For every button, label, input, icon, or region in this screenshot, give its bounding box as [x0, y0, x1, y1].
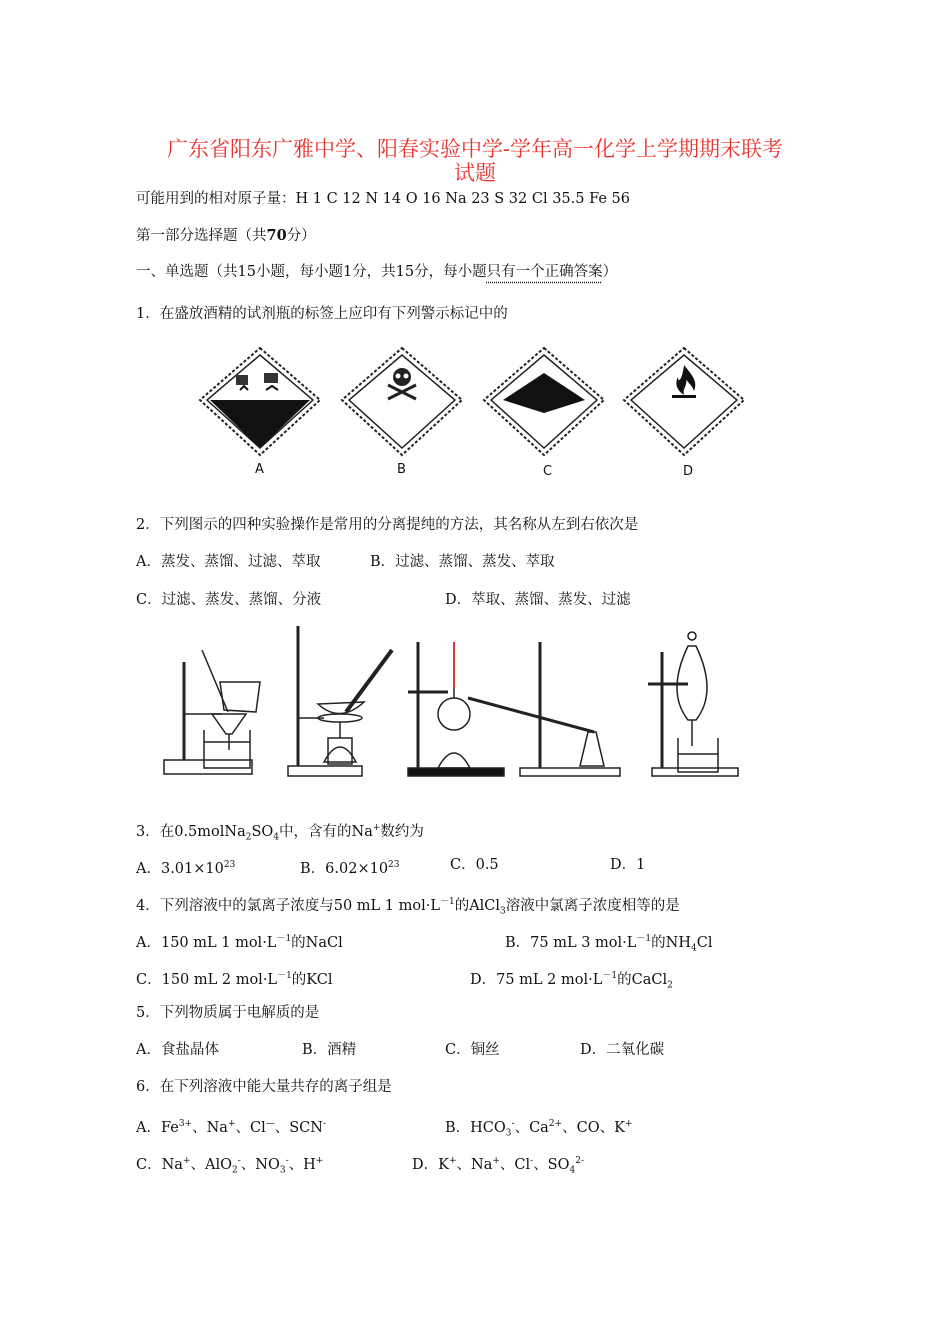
q4-option-a: A．150 mL 1 $mol\cdot L^{-1}$的NaCl [136, 934, 343, 951]
q5-option-a: A．食盐晶体 [136, 1042, 219, 1058]
q5-option-d: D．二氧化碳 [580, 1042, 665, 1058]
question-2-stem: 2．下列图示的四种实验操作是常用的分离提纯的方法，其名称从左到右依次是 [136, 517, 639, 533]
option-label-b: B [397, 462, 406, 477]
section1-heading: 一、单选题（共15小题，每小题1分，共15分，每小题只有一个正确答案） [136, 264, 618, 280]
option-label-a: A [255, 462, 264, 477]
q6-option-a: A．$Fe^{3+}$、Na+、Cl—、SCN- [136, 1119, 326, 1136]
q5-option-b: B．酒精 [302, 1042, 357, 1058]
q6-option-d: D．K+、Na+、Cl-、$SO_4^{2-}$ [412, 1156, 585, 1176]
question-1-stem: 1．在盛放酒精的试剂瓶的标签上应印有下列警示标记中的 [136, 306, 508, 322]
q6-option-b: B．$HCO_3^-$、$Ca^{2+}$、CO、K+ [445, 1119, 633, 1139]
atomic-masses: 可能用到的相对原子量：H 1 C 12 N 14 O 16 Na 23 S 32 Cl 35.5 Fe 56 [136, 191, 631, 207]
evaporation-apparatus-icon [288, 626, 392, 776]
question-4-stem: 4．下列溶液中的氯离子浓度与50 mL 1 $mol\cdot L^{-1}$的AlCl$_3$溶液中氯离子浓度相等的是 [136, 897, 680, 917]
corrosive-sign-icon [200, 348, 320, 455]
q3-option-d: D．1 [610, 857, 646, 873]
q6-option-c: C．Na+、AlO$_2$-、$NO_3^-$、H+ [136, 1156, 324, 1176]
separatory-funnel-icon [648, 632, 738, 776]
part1-heading: 第一部分选择题（共70分） [136, 227, 316, 244]
question-3-stem: 3．在$0.5molNa_2SO_4$中，含有的Na+数约为 [136, 823, 424, 843]
question-5-stem: 5．下列物质属于电解质的是 [136, 1005, 320, 1021]
q2-option-c: C．过滤、蒸发、蒸馏、分液 [136, 592, 322, 608]
option-label-c: C [543, 464, 553, 479]
question-6-stem: 6．在下列溶液中能大量共存的离子组是 [136, 1079, 392, 1095]
q3-option-b: B．$6.02\times 10^{23}$ [300, 860, 400, 877]
q2-option-a: A．蒸发、蒸馏、过滤、萃取 [136, 554, 321, 570]
page-title-continued: 试题 [454, 161, 496, 185]
q3-option-c: C．0.5 [450, 857, 499, 873]
option-label-d: D [683, 464, 694, 479]
q4-option-b: B．75 mL 3 $mol\cdot L^{-1}$的$NH_4Cl$ [505, 934, 713, 954]
flammable-liquid-sign-icon [624, 348, 744, 455]
distillation-apparatus-icon [408, 642, 620, 776]
q2-option-d: D．萃取、蒸馏、蒸发、过滤 [445, 592, 631, 608]
hazard-signs-figure [196, 345, 756, 485]
q5-option-c: C．铜丝 [445, 1042, 500, 1058]
q4-option-d: D．75 mL 2 $mol\cdot L^{-1}$的CaCl$_2$ [470, 971, 673, 991]
page-title: 广东省阳东广雅中学、阳春实验中学-学年高一化学上学期期末联考 [166, 137, 784, 161]
q2-option-b: B．过滤、蒸馏、蒸发、萃取 [370, 554, 555, 570]
toxic-sign-icon [342, 348, 462, 455]
separation-apparatus-figure [160, 622, 780, 782]
q4-option-c: C．150 mL 2 $mol\cdot L^{-1}$的KCl [136, 971, 333, 988]
filtration-apparatus-icon [164, 650, 260, 774]
q3-option-a: A．$3.01\times 10^{23}$ [136, 860, 236, 877]
flammable-solid-sign-icon [484, 348, 604, 455]
